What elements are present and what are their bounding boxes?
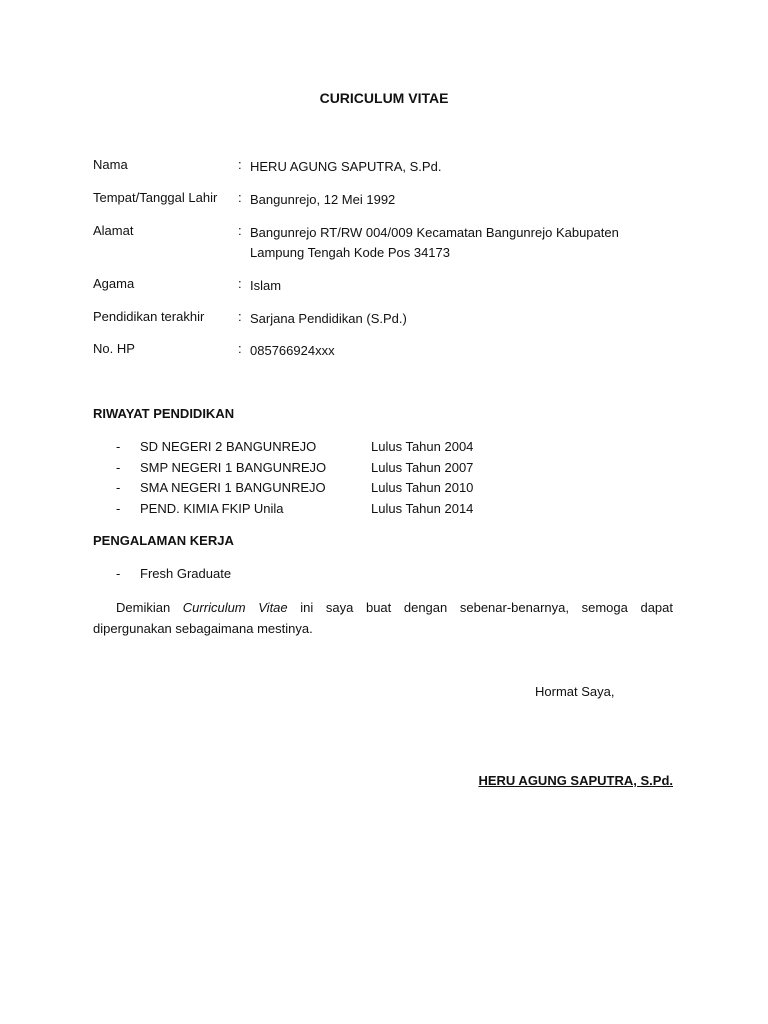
education-year: Lulus Tahun 2004 xyxy=(371,439,474,454)
list-dash: - xyxy=(116,460,121,475)
experience-item xyxy=(93,566,683,586)
closing-text-after: ini saya buat dengan sebenar-benarnya, semoga dapat dipergunakan sebagaimana mestinya. xyxy=(93,600,673,636)
field-value: Bangunrejo RT/RW 004/009 Kecamatan Bangunrejo Kabupaten Lampung Tengah Kode Pos 34173 xyxy=(250,225,619,260)
list-dash: - xyxy=(116,501,121,516)
regards-text: Hormat Saya, xyxy=(535,684,615,699)
field-label: Agama xyxy=(93,276,135,291)
field-colon: : xyxy=(238,223,242,238)
education-item xyxy=(93,501,683,521)
field-value: HERU AGUNG SAPUTRA, S.Pd. xyxy=(250,159,442,174)
education-year: Lulus Tahun 2014 xyxy=(371,501,474,516)
closing-emphasis: Curriculum Vitae xyxy=(182,600,288,615)
field-label: Nama xyxy=(93,157,128,172)
education-school: PEND. KIMIA FKIP Unila xyxy=(140,501,284,516)
education-school: SMA NEGERI 1 BANGUNREJO xyxy=(140,480,326,495)
field-value: Bangunrejo, 12 Mei 1992 xyxy=(250,192,396,207)
field-label: Tempat/Tanggal Lahir xyxy=(93,190,218,205)
closing-paragraph xyxy=(93,597,673,639)
field-label: Pendidikan terakhir xyxy=(93,309,205,324)
education-item xyxy=(93,460,683,480)
experience-text: Fresh Graduate xyxy=(140,566,232,581)
education-year: Lulus Tahun 2010 xyxy=(371,480,474,495)
closing-text-before: Demikian xyxy=(116,600,183,615)
field-colon: : xyxy=(238,341,242,356)
signature-name: HERU AGUNG SAPUTRA, S.Pd. xyxy=(478,773,673,788)
field-colon: : xyxy=(238,157,242,172)
education-item xyxy=(93,439,683,459)
education-school: SD NEGERI 2 BANGUNREJO xyxy=(140,439,317,454)
list-dash: - xyxy=(116,566,121,581)
list-dash: - xyxy=(116,439,121,454)
education-year: Lulus Tahun 2007 xyxy=(371,460,474,475)
field-colon: : xyxy=(238,190,242,205)
field-value: 085766924xxx xyxy=(250,343,335,358)
field-label: No. HP xyxy=(93,341,135,356)
field-value: Islam xyxy=(250,278,282,293)
education-item xyxy=(93,480,683,500)
education-heading: RIWAYAT PENDIDIKAN xyxy=(93,406,235,421)
field-colon: : xyxy=(238,309,242,324)
field-label: Alamat xyxy=(93,223,134,238)
education-school: SMP NEGERI 1 BANGUNREJO xyxy=(140,460,327,475)
list-dash: - xyxy=(116,480,121,495)
document-title: CURICULUM VITAE xyxy=(319,90,449,106)
field-value: Sarjana Pendidikan (S.Pd.) xyxy=(250,311,407,326)
experience-heading: PENGALAMAN KERJA xyxy=(93,533,234,548)
field-colon: : xyxy=(238,276,242,291)
